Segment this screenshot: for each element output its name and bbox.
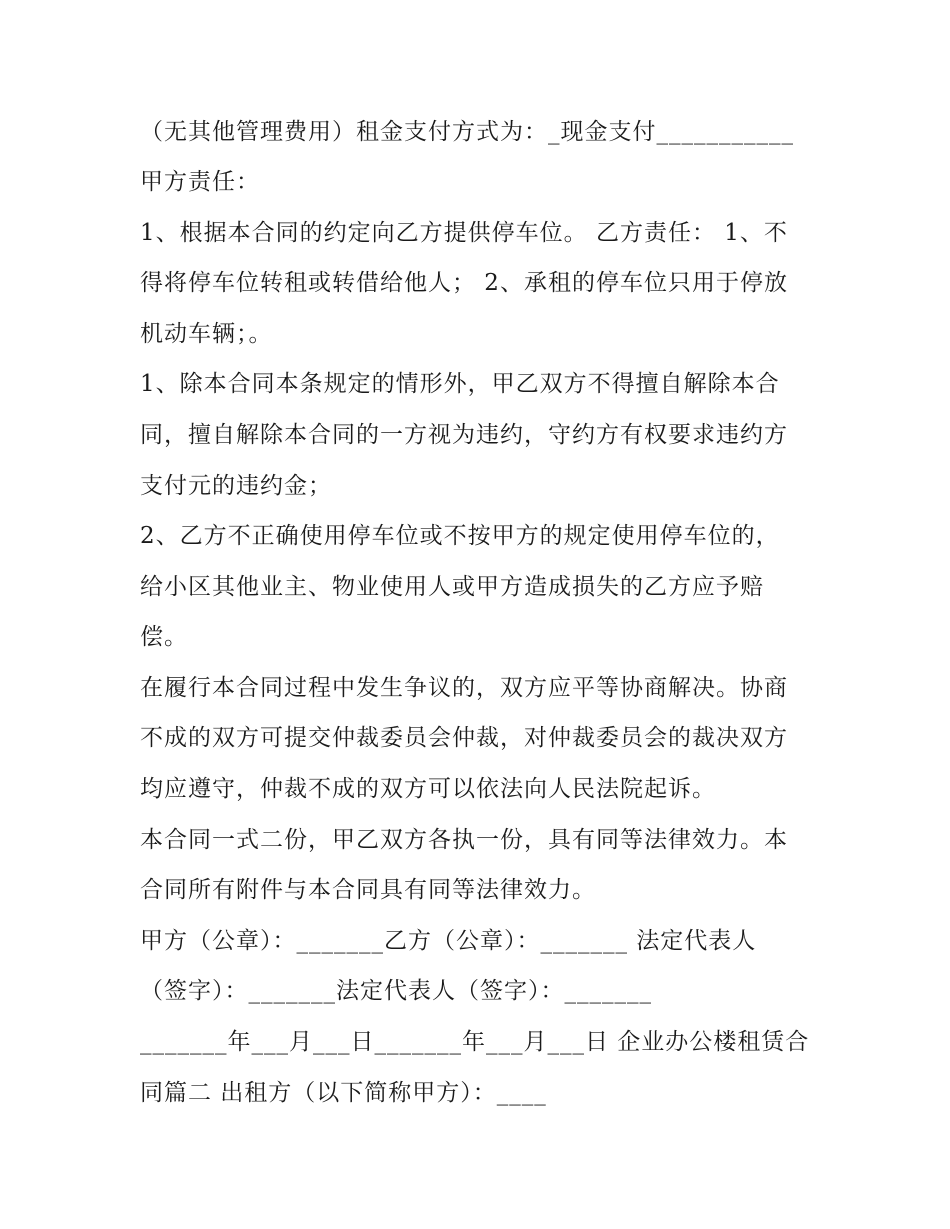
text-line: 均应遵守，仲裁不成的双方可以依法向人民法院起诉。 bbox=[140, 776, 716, 802]
text-line: 1、除本合同本条规定的情形外，甲乙双方不得擅自解除本合 bbox=[140, 371, 780, 397]
text-line: （无其他管理费用）租金支付方式为：_现金支付___________ bbox=[140, 119, 794, 145]
text-line: 机动车辆；。 bbox=[140, 321, 273, 347]
text-line: 得将停车位转租或转借给他人； 2、承租的停车位只用于停放 bbox=[140, 270, 788, 296]
text-line: （签字）：_______法定代表人（签字）：_______ bbox=[140, 978, 652, 1004]
text-line: _______年___月___日_______年___月___日 企业办公楼租赁合 bbox=[140, 1029, 810, 1055]
text-line: 不成的双方可提交仲裁委员会仲裁，对仲裁委员会的裁决双方 bbox=[140, 725, 788, 751]
text-line: 同，擅自解除本合同的一方视为违约，守约方有权要求违约方 bbox=[140, 422, 788, 448]
text-line: 同篇二 出租方（以下简称甲方）：____ bbox=[140, 1080, 547, 1106]
text-line: 支付元的违约金； bbox=[140, 473, 332, 499]
text-line: 偿。 bbox=[140, 624, 188, 650]
text-line: 本合同一式二份，甲乙双方各执一份，具有同等法律效力。本 bbox=[140, 827, 788, 853]
text-line: 2、乙方不正确使用停车位或不按甲方的规定使用停车位的， bbox=[140, 523, 780, 549]
text-line: 合同所有附件与本合同具有同等法律效力。 bbox=[140, 877, 596, 903]
text-line: 给小区其他业主、物业使用人或甲方造成损失的乙方应予赔 bbox=[140, 574, 764, 600]
text-line: 在履行本合同过程中发生争议的，双方应平等协商解决。协商 bbox=[140, 675, 788, 701]
text-line: 1、根据本合同的约定向乙方提供停车位。 乙方责任： 1、不 bbox=[140, 220, 788, 246]
text-line: 甲方（公章）：_______乙方（公章）：_______ 法定代表人 bbox=[140, 928, 757, 954]
text-line: 甲方责任： bbox=[140, 169, 260, 195]
